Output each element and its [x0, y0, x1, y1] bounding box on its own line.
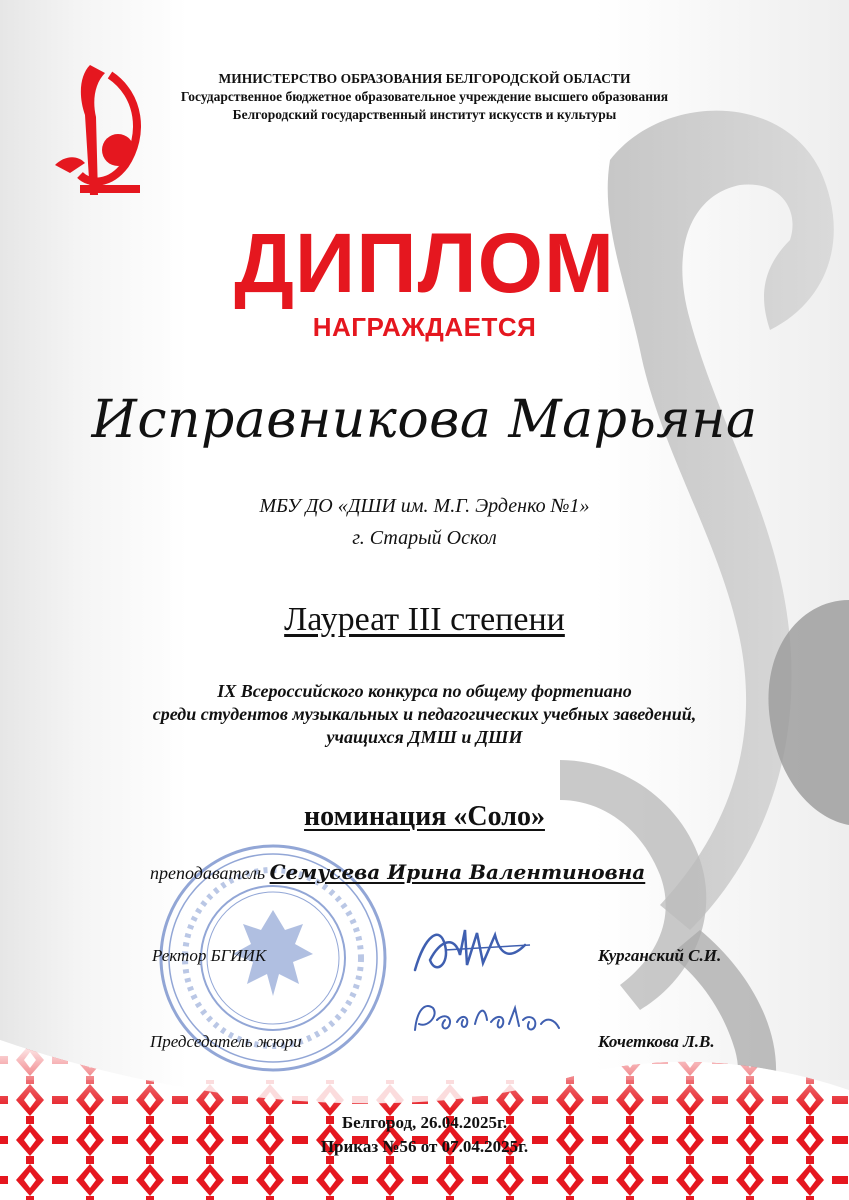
teacher-label: преподаватель — [150, 863, 266, 883]
diploma-title: ДИПЛОМ — [234, 216, 615, 310]
awarded-subtitle: НАГРАЖДАЕТСЯ — [312, 312, 537, 342]
order-number: Приказ №56 от 07.04.2025г. — [320, 1137, 529, 1156]
award-title: Лауреат III степени — [284, 601, 565, 638]
jury-chair-label: Председатель жюри — [150, 1032, 302, 1051]
school-city: г. Старый Оскол — [352, 527, 497, 549]
ministry-title: МИНИСТЕРСТВО ОБРАЗОВАНИЯ БЕЛГОРОДСКОЙ ОБЛАСТИ — [218, 71, 631, 86]
teacher-name: Семусева Ирина Валентиновна — [269, 860, 646, 884]
institution-type: Государственное бюджетное образовательное учреждение высшего образования — [180, 89, 669, 104]
contest-line-1: IX Всероссийского конкурса по общему фортепиано — [217, 681, 632, 701]
teacher-row — [150, 860, 645, 884]
rector-name: Курганский С.И. — [598, 946, 722, 965]
jury-chair-name: Кочеткова Л.В. — [598, 1032, 715, 1051]
issue-place-date: Белгород, 26.04.2025г. — [341, 1113, 508, 1132]
nomination: номинация «Соло» — [304, 801, 545, 832]
jury-chair-signature-icon — [405, 990, 565, 1045]
rector-label: Ректор БГИИК — [152, 946, 267, 965]
contest-line-2: среди студентов музыкальных и педагогических учебных заведений, — [152, 704, 697, 724]
rector-signature-icon — [405, 915, 535, 985]
contest-line-3: учащихся ДМШ и ДШИ — [326, 727, 523, 747]
recipient-name: Исправникова Марьяна — [91, 390, 758, 450]
school-name: МБУ ДО «ДШИ им. М.Г. Эрденко №1» — [259, 495, 590, 517]
institution-name: Белгородский государственный институт искусств и культуры — [232, 107, 617, 122]
